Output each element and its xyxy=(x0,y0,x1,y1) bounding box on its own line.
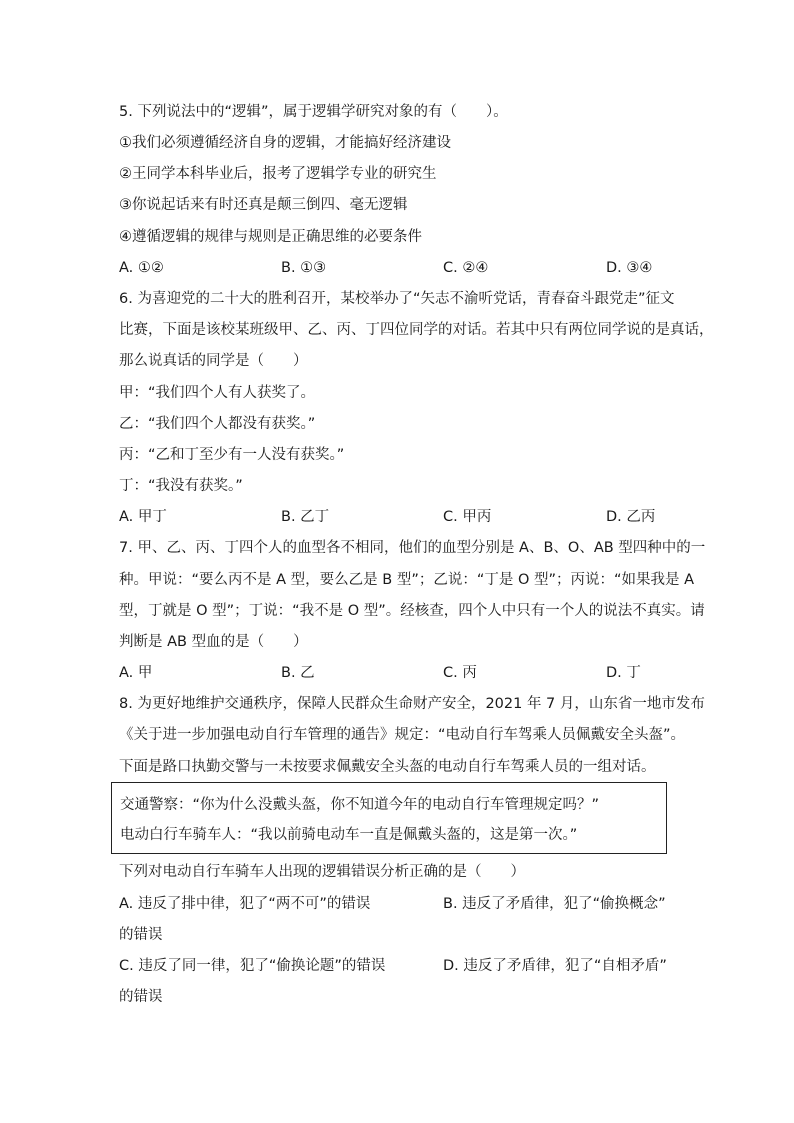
q8-box-rider-line: 电动白行车骑车人：“我以前骑电动车一直是佩戴头盔的，这是第一次。” xyxy=(120,827,578,843)
q7-option-c: C. 丙 xyxy=(443,665,477,681)
q7-option-a: A. 甲 xyxy=(119,665,153,681)
q5-option-b: B. ①③ xyxy=(281,260,327,276)
q6-option-a: A. 甲丁 xyxy=(119,509,167,525)
q7-option-d: D. 丁 xyxy=(606,665,641,681)
q8-option-a: A. 违反了排中律，犯了“两不可”的错误 xyxy=(119,896,371,912)
q8-option-d-continued: 的错误 xyxy=(119,989,163,1005)
q5-option-c: C. ②④ xyxy=(443,260,489,276)
q5-item-2: ②王同学本科毕业后，报考了逻辑学专业的研究生 xyxy=(119,166,437,182)
q7-stem-line-1: 7. 甲、乙、丙、丁四个人的血型各不相同，他们的血型分别是 A、B、O、AB 型四种中的一 xyxy=(119,540,706,556)
q8-option-b-continued: 的错误 xyxy=(119,927,163,943)
q8-question: 下列对电动自行车骑车人出现的逻辑错误分析正确的是（ ） xyxy=(119,864,525,880)
q6-dialogue-jia: 甲：“我们四个人有人获奖了。 xyxy=(119,385,316,401)
q6-dialogue-yi: 乙：“我们四个人都没有获奖。” xyxy=(119,416,316,432)
q7-stem-line-2: 种。甲说：“要么丙不是 A 型，要么乙是 B 型”；乙说：“丁是 O 型”；丙说：“如果我是 A xyxy=(119,572,695,588)
q6-option-d: D. 乙丙 xyxy=(606,509,656,525)
q5-item-3: ③你说起话来有时还真是颠三倒四、毫无逻辑 xyxy=(119,197,408,213)
q6-dialogue-ding: 丁：“我没有获奖。” xyxy=(119,478,243,494)
q8-option-d: D. 违反了矛盾律，犯了“自相矛盾” xyxy=(443,958,667,974)
q5-option-a: A. ①② xyxy=(119,260,164,276)
q6-stem-line-3: 那么说真话的同学是（ ） xyxy=(119,353,308,369)
q8-option-b: B. 违反了矛盾律，犯了“偷换概念” xyxy=(443,896,666,912)
q7-stem-line-4: 判断是 AB 型血的是（ ） xyxy=(119,634,308,650)
q8-box-police-line: 交通警察：“你为什么没戴头盔，你不知道今年的电动自行车管理规定吗？” xyxy=(120,797,600,813)
q5-item-4: ④遵循逻辑的规律与规则是正确思维的必要条件 xyxy=(119,229,422,245)
q8-stem-line-2: 《关于进一步加强电动自行车管理的通告》规定：“电动自行车驾乘人员佩戴安全头盔”。 xyxy=(119,727,686,743)
q6-stem-line-2: 比赛，下面是该校某班级甲、乙、丙、丁四位同学的对话。若其中只有两位同学说的是真话， xyxy=(119,322,714,338)
q6-option-c: C. 甲丙 xyxy=(443,509,492,525)
q8-option-c: C. 违反了同一律，犯了“偷换论题”的错误 xyxy=(119,958,386,974)
q6-dialogue-bing: 丙：“乙和丁至少有一人没有获奖。” xyxy=(119,447,345,463)
q6-option-b: B. 乙丁 xyxy=(281,509,330,525)
q8-stem-line-3: 下面是路口执勤交警与一未按要求佩戴安全头盔的电动自行车驾乘人员的一组对话。 xyxy=(119,759,656,775)
q7-stem-line-3: 型，丁就是 O 型”；丁说：“我不是 O 型”。经核查，四个人中只有一个人的说法不真实。请 xyxy=(119,603,705,619)
q8-dialogue-box xyxy=(111,782,667,854)
q6-stem-line-1: 6. 为喜迎党的二十大的胜利召开，某校举办了“矢志不渝听党话，青春奋斗跟党走”征文 xyxy=(119,291,675,307)
q8-stem-line-1: 8. 为更好地维护交通秩序，保障人民群众生命财产安全，2021 年 7 月，山东省一地市发布 xyxy=(119,696,705,712)
q5-item-1: ①我们必须遵循经济自身的逻辑，才能搞好经济建设 xyxy=(119,135,451,151)
q5-option-d: D. ③④ xyxy=(606,260,653,276)
q7-option-b: B. 乙 xyxy=(281,665,315,681)
q5-stem: 5. 下列说法中的“逻辑”，属于逻辑学研究对象的有（ ）。 xyxy=(119,104,508,120)
